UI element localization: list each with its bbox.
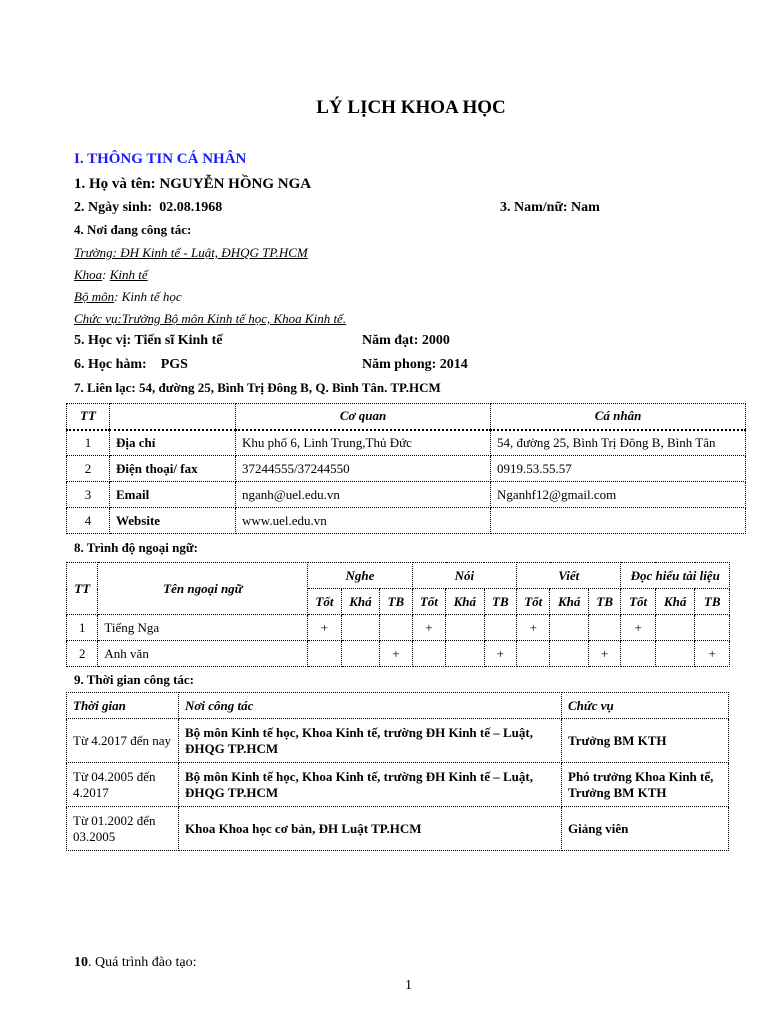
col-label bbox=[110, 404, 236, 430]
cell: Điện thoại/ fax bbox=[110, 456, 236, 482]
mark-cell: + bbox=[588, 641, 620, 667]
col-tt: TT bbox=[67, 404, 110, 430]
name-line bbox=[74, 176, 311, 193]
website-link[interactable]: www.uel.edu.vn bbox=[236, 508, 491, 534]
dob-label: 2. Ngày sinh: bbox=[74, 200, 153, 215]
contact-heading: 7. Liên lạc: 54, đường 25, Bình Trị Đông B, Q. Bình Tân. TP.HCM bbox=[74, 380, 441, 395]
cell: 2 bbox=[67, 456, 110, 482]
dob-value: 02.08.1968 bbox=[159, 200, 223, 215]
col-workplace: Nơi công tác bbox=[179, 693, 562, 719]
table-row bbox=[67, 456, 746, 482]
cell: Từ 4.2017 đến nay bbox=[67, 719, 179, 763]
cell: 4 bbox=[67, 508, 110, 534]
mark-cell bbox=[446, 641, 485, 667]
mark-cell bbox=[655, 641, 695, 667]
table-header-row bbox=[67, 693, 729, 719]
mark-cell bbox=[550, 615, 589, 641]
level-good: Tốt bbox=[308, 589, 341, 615]
cell: Từ 01.2002 đến 03.2005 bbox=[67, 807, 179, 851]
table-row bbox=[67, 763, 729, 807]
cell: Phó trưởng Khoa Kinh tế, Trưởng BM KTH bbox=[562, 763, 729, 807]
level-average: TB bbox=[695, 589, 730, 615]
work-heading: 9. Thời gian công tác: bbox=[74, 672, 194, 687]
mark-cell bbox=[517, 641, 550, 667]
col-personal: Cá nhân bbox=[491, 404, 746, 430]
mark-cell: + bbox=[484, 641, 516, 667]
language-table bbox=[66, 562, 730, 667]
mark-cell bbox=[550, 641, 589, 667]
language-heading: 8. Trình độ ngoại ngữ: bbox=[74, 540, 198, 555]
col-group-listening: Nghe bbox=[308, 563, 412, 589]
cell: Địa chỉ bbox=[110, 430, 236, 456]
col-group-reading: Đọc hiểu tài liệu bbox=[621, 563, 730, 589]
table-row bbox=[67, 508, 746, 534]
cell: 3 bbox=[67, 482, 110, 508]
col-agency: Cơ quan bbox=[236, 404, 491, 430]
title-rank-line: 6. Học hàm: PGS bbox=[74, 357, 188, 372]
mark-cell bbox=[446, 615, 485, 641]
mark-cell bbox=[341, 615, 380, 641]
school-line bbox=[74, 245, 308, 261]
school-text: Trường: ĐH Kinh tế - Luật, ĐHQG TP.HCM bbox=[74, 245, 308, 260]
cell: Từ 04.2005 đến 4.2017 bbox=[67, 763, 179, 807]
table-row bbox=[67, 641, 730, 667]
col-time: Thời gian bbox=[67, 693, 179, 719]
mark-cell bbox=[695, 615, 730, 641]
cell: Giảng viên bbox=[562, 807, 729, 851]
name-label: 1. Họ và tên: bbox=[74, 176, 156, 192]
table-header-row bbox=[67, 563, 730, 589]
dept-line: Bộ môn: Kinh tế học bbox=[74, 289, 182, 304]
col-language-name: Tên ngoại ngữ bbox=[98, 563, 308, 615]
mark-cell: + bbox=[412, 615, 445, 641]
mark-cell bbox=[621, 641, 655, 667]
cell: Email bbox=[110, 482, 236, 508]
level-average: TB bbox=[484, 589, 516, 615]
col-group-writing: Viết bbox=[517, 563, 621, 589]
table-row bbox=[67, 719, 729, 763]
table-row bbox=[67, 615, 730, 641]
table-row bbox=[67, 807, 729, 851]
page-title: LÝ LỊCH KHOA HỌC bbox=[316, 97, 506, 118]
email-personal-link[interactable]: Nganhf12@gmail.com bbox=[491, 482, 746, 508]
faculty-line: Khoa: Kinh tế bbox=[74, 267, 148, 282]
table-row bbox=[67, 482, 746, 508]
level-fair: Khá bbox=[550, 589, 589, 615]
page-number: 1 bbox=[405, 978, 412, 993]
dob-line bbox=[74, 200, 222, 216]
cell: 54, đường 25, Bình Trị Đông B, Bình Tân bbox=[491, 430, 746, 456]
cell bbox=[491, 508, 746, 534]
mark-cell bbox=[655, 615, 695, 641]
degree-year: Năm đạt: 2000 bbox=[362, 333, 450, 348]
level-average: TB bbox=[588, 589, 620, 615]
training-heading: 10. Quá trình đào tạo: bbox=[74, 955, 197, 970]
mark-cell: + bbox=[621, 615, 655, 641]
col-tt: TT bbox=[67, 563, 98, 615]
cell: 1 bbox=[67, 430, 110, 456]
level-good: Tốt bbox=[621, 589, 655, 615]
email-agency-link[interactable]: nganh@uel.edu.vn bbox=[236, 482, 491, 508]
mark-cell: + bbox=[695, 641, 730, 667]
mark-cell bbox=[308, 641, 341, 667]
cell: 1 bbox=[67, 615, 98, 641]
contact-table bbox=[66, 403, 746, 534]
level-good: Tốt bbox=[517, 589, 550, 615]
table-header-row bbox=[67, 404, 746, 430]
position-line: Chức vụ:Trưởng Bộ môn Kinh tế học, Khoa Kinh tế. bbox=[74, 311, 347, 326]
mark-cell: + bbox=[308, 615, 341, 641]
cell: 2 bbox=[67, 641, 98, 667]
level-fair: Khá bbox=[446, 589, 485, 615]
cell: Bộ môn Kinh tế học, Khoa Kinh tế, trường ĐH Kinh tế – Luật, ĐHQG TP.HCM bbox=[179, 719, 562, 763]
mark-cell bbox=[412, 641, 445, 667]
cell: 0919.53.55.57 bbox=[491, 456, 746, 482]
workplace-label: 4. Nơi đang công tác: bbox=[74, 222, 192, 237]
mark-cell bbox=[341, 641, 380, 667]
gender-line: 3. Nam/nữ: Nam bbox=[500, 200, 600, 215]
cell: 37244555/37244550 bbox=[236, 456, 491, 482]
col-group-speaking: Nói bbox=[412, 563, 516, 589]
level-average: TB bbox=[380, 589, 412, 615]
section-heading-personal-info: I. THÔNG TIN CÁ NHÂN bbox=[74, 151, 247, 167]
level-fair: Khá bbox=[341, 589, 380, 615]
table-row bbox=[67, 430, 746, 456]
cell: Khoa Khoa học cơ bản, ĐH Luật TP.HCM bbox=[179, 807, 562, 851]
name-value: NGUYỄN HỒNG NGA bbox=[159, 176, 312, 192]
degree-line: 5. Học vị: Tiến sĩ Kinh tế bbox=[74, 333, 223, 348]
cell: Anh văn bbox=[98, 641, 308, 667]
level-fair: Khá bbox=[655, 589, 695, 615]
cell: Bộ môn Kinh tế học, Khoa Kinh tế, trường ĐH Kinh tế – Luật, ĐHQG TP.HCM bbox=[179, 763, 562, 807]
cell: Khu phố 6, Linh Trung,Thủ Đức bbox=[236, 430, 491, 456]
mark-cell bbox=[380, 615, 412, 641]
cell: Website bbox=[110, 508, 236, 534]
col-position: Chức vụ bbox=[562, 693, 729, 719]
level-good: Tốt bbox=[412, 589, 445, 615]
cell: Tiếng Nga bbox=[98, 615, 308, 641]
mark-cell bbox=[588, 615, 620, 641]
title-rank-year: Năm phong: 2014 bbox=[362, 357, 468, 372]
mark-cell bbox=[484, 615, 516, 641]
cell: Trưởng BM KTH bbox=[562, 719, 729, 763]
work-history-table bbox=[66, 692, 729, 851]
mark-cell: + bbox=[517, 615, 550, 641]
mark-cell: + bbox=[380, 641, 412, 667]
